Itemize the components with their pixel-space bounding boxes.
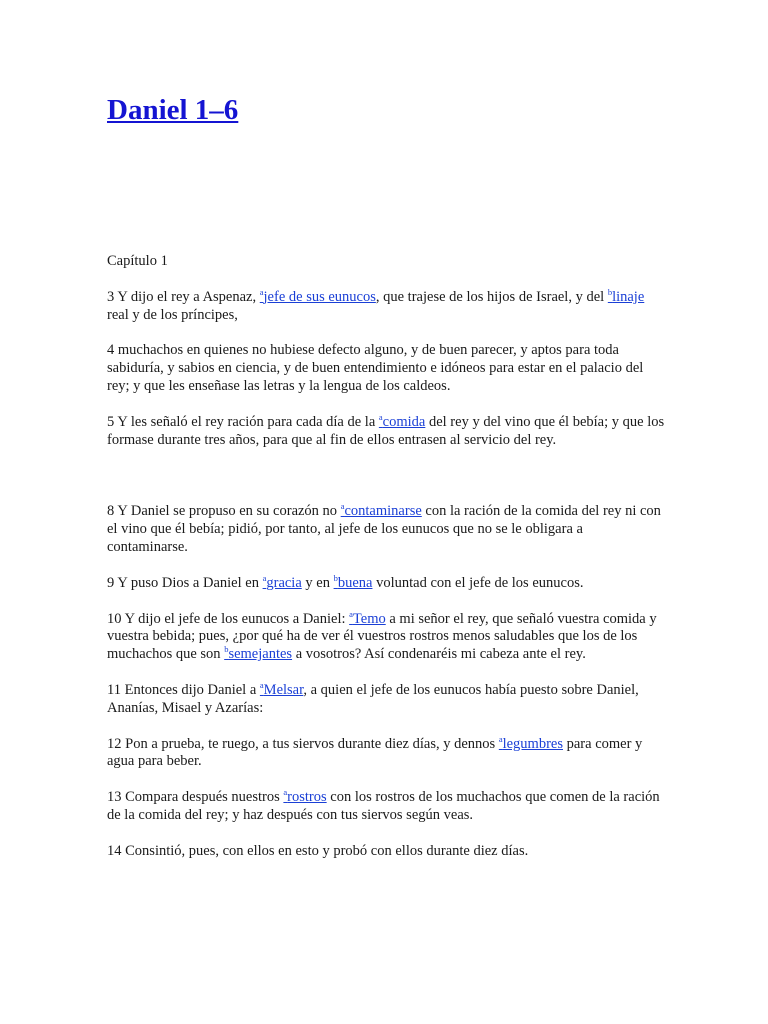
- footnote-link-melsar[interactable]: $^a$Melsar: [259, 679, 304, 698]
- verse-5: 5 Y les señaló el rey ración para cada día de la $^a$comida del rey y del vino que él bebía; y que los formase durante tres años, para que al fin de ellos entrasen al servicio del rey.: [107, 411, 665, 448]
- chapter-heading: Capítulo 1: [107, 253, 168, 269]
- footnote-link-comida[interactable]: $^a$comida: [378, 411, 426, 430]
- footnote-link-temo[interactable]: $^a$Temo: [349, 608, 386, 627]
- verse-14: 14 Consintió, pues, con ellos en esto y probó con ellos durante diez días.: [107, 842, 529, 859]
- verse-9: 9 Y puso Dios a Daniel en $^a$gracia y en $^b$buena voluntad con el jefe de los eunucos.: [107, 572, 584, 591]
- page-title: [107, 92, 238, 128]
- footnote-link-linaje[interactable]: $^b$linaje: [607, 286, 645, 305]
- title-link[interactable]: Daniel 1–6: [107, 94, 239, 126]
- verse-12: 12 Pon a prueba, te ruego, a tus siervos durante diez días, y dennos $^a$legumbres para comer y agua para beber.: [107, 733, 643, 770]
- footnote-link-contaminarse[interactable]: $^a$contaminarse: [340, 501, 422, 520]
- verse-8: 8 Y Daniel se propuso en su corazón no $^a$contaminarse con la ración de la comida del rey ni con el vino que él bebía; pidió, por tanto, al jefe de los eunucos que no se le obligara a contaminarse.: [107, 501, 661, 555]
- footnote-link-gracia[interactable]: $^a$gracia: [262, 572, 302, 591]
- footnote-link-rostros[interactable]: $^a$rostros: [283, 787, 327, 806]
- chapter-content: [107, 253, 667, 879]
- verse-11: 11 Entonces dijo Daniel a $^a$Melsar, a quien el jefe de los eunucos había puesto sobre Daniel, Ananías, Misael y Azarías:: [107, 679, 639, 716]
- verse-10: 10 Y dijo el jefe de los eunucos a Daniel: $^a$Temo a mi señor el rey, que señaló vuestra comida y vuestra bebida; pues, ¿por qué ha de ver él vuestros rostros menos saludables que los de los muchachos que son $^b$semejantes a vosotros? Así condenaréis mi cabeza ante el rey.: [107, 608, 657, 663]
- verse-4: 4 muchachos en quienes no hubiese defecto alguno, y de buen parecer, y aptos para toda sabiduría, y sabios en ciencia, y de buen entendimiento e idóneos para estar en el palacio del rey; y que les enseñase las letras y la lengua de los caldeos.: [107, 342, 644, 394]
- footnote-link-legumbres[interactable]: $^a$legumbres: [498, 733, 563, 752]
- footnote-link-jefe-de-sus-eunucos[interactable]: $^a$jefe de sus eunucos: [259, 286, 376, 305]
- verse-13: 13 Compara después nuestros $^a$rostros con los rostros de los muchachos que comen de la ración de la comida del rey; y haz después con tus siervos según veas.: [107, 787, 660, 823]
- footnote-link-buena[interactable]: $^b$buena: [333, 572, 373, 591]
- verse-3: 3 Y dijo el rey a Aspenaz, $^a$jefe de sus eunucos, que trajese de los hijos de Israel, y del $^b$linaje real y de los príncipes,: [107, 286, 645, 323]
- footnote-link-semejantes[interactable]: $^b$semejantes: [224, 644, 293, 663]
